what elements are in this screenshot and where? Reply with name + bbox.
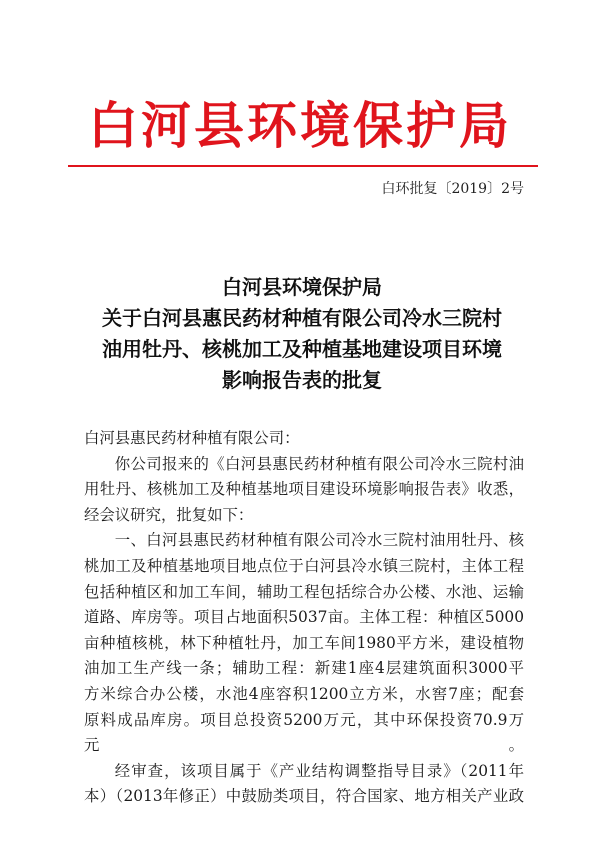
- agency-letterhead: 白河县环境保护局: [88, 96, 512, 155]
- title-line: 白河县环境保护局: [222, 275, 382, 299]
- paragraph-line: 经审查，该项目属于《产业结构调整指导目录》（2011年: [114, 761, 524, 780]
- paragraph-line: 道路、库房等。项目占地面积5037亩。主体工程：种植区5000: [84, 608, 524, 627]
- paragraph-line: 包括种植区和加工车间，辅助工程包括综合办公楼、水池、运输: [84, 582, 524, 601]
- paragraph-receipt: [84, 452, 524, 529]
- document-body: [84, 426, 524, 810]
- salutation: 白河县惠民药材种植有限公司：: [84, 429, 300, 447]
- paragraph-line: 经会议研究，批复如下：: [84, 505, 254, 524]
- document-number: 白环批复〔2019〕2号: [381, 181, 524, 197]
- title-line: 关于白河县惠民药材种植有限公司冷水三院村: [102, 306, 502, 330]
- title-line: 影响报告表的批复: [222, 368, 382, 392]
- document-title: [60, 272, 544, 396]
- paragraph-review: [84, 759, 524, 810]
- letterhead-red-rule: [68, 165, 538, 167]
- paragraph-line: 本）（2013年修正）中鼓励类项目，符合国家、地方相关产业政: [84, 787, 524, 806]
- paragraph-line: 一、白河县惠民药材种植有限公司冷水三院村油用牡丹、核: [114, 531, 524, 550]
- paragraph-line: 你公司报来的《白河县惠民药材种植有限公司冷水三院村油: [114, 454, 524, 473]
- paragraph-project-overview: [84, 528, 524, 758]
- paragraph-line: 原料成品库房。项目总投资5200万元，其中环保投资70.9万元。: [84, 710, 524, 755]
- paragraph-line: 桃加工及种植基地项目地点位于白河县冷水镇三院村，主体工程: [84, 556, 524, 575]
- paragraph-line: 用牡丹、核桃加工及种植基地项目建设环境影响报告表》收悉，: [84, 480, 524, 499]
- paragraph-line: 油加工生产线一条；辅助工程：新建1座4层建筑面积3000平: [84, 659, 524, 678]
- paragraph-line: 方米综合办公楼，水池4座容积1200立方米，水窖7座；配套: [84, 684, 524, 703]
- paragraph-line: 亩种植核桃，林下种植牡丹，加工车间1980平方米，建设植物: [84, 633, 524, 652]
- title-line: 油用牡丹、核桃加工及种植基地建设项目环境: [102, 337, 502, 361]
